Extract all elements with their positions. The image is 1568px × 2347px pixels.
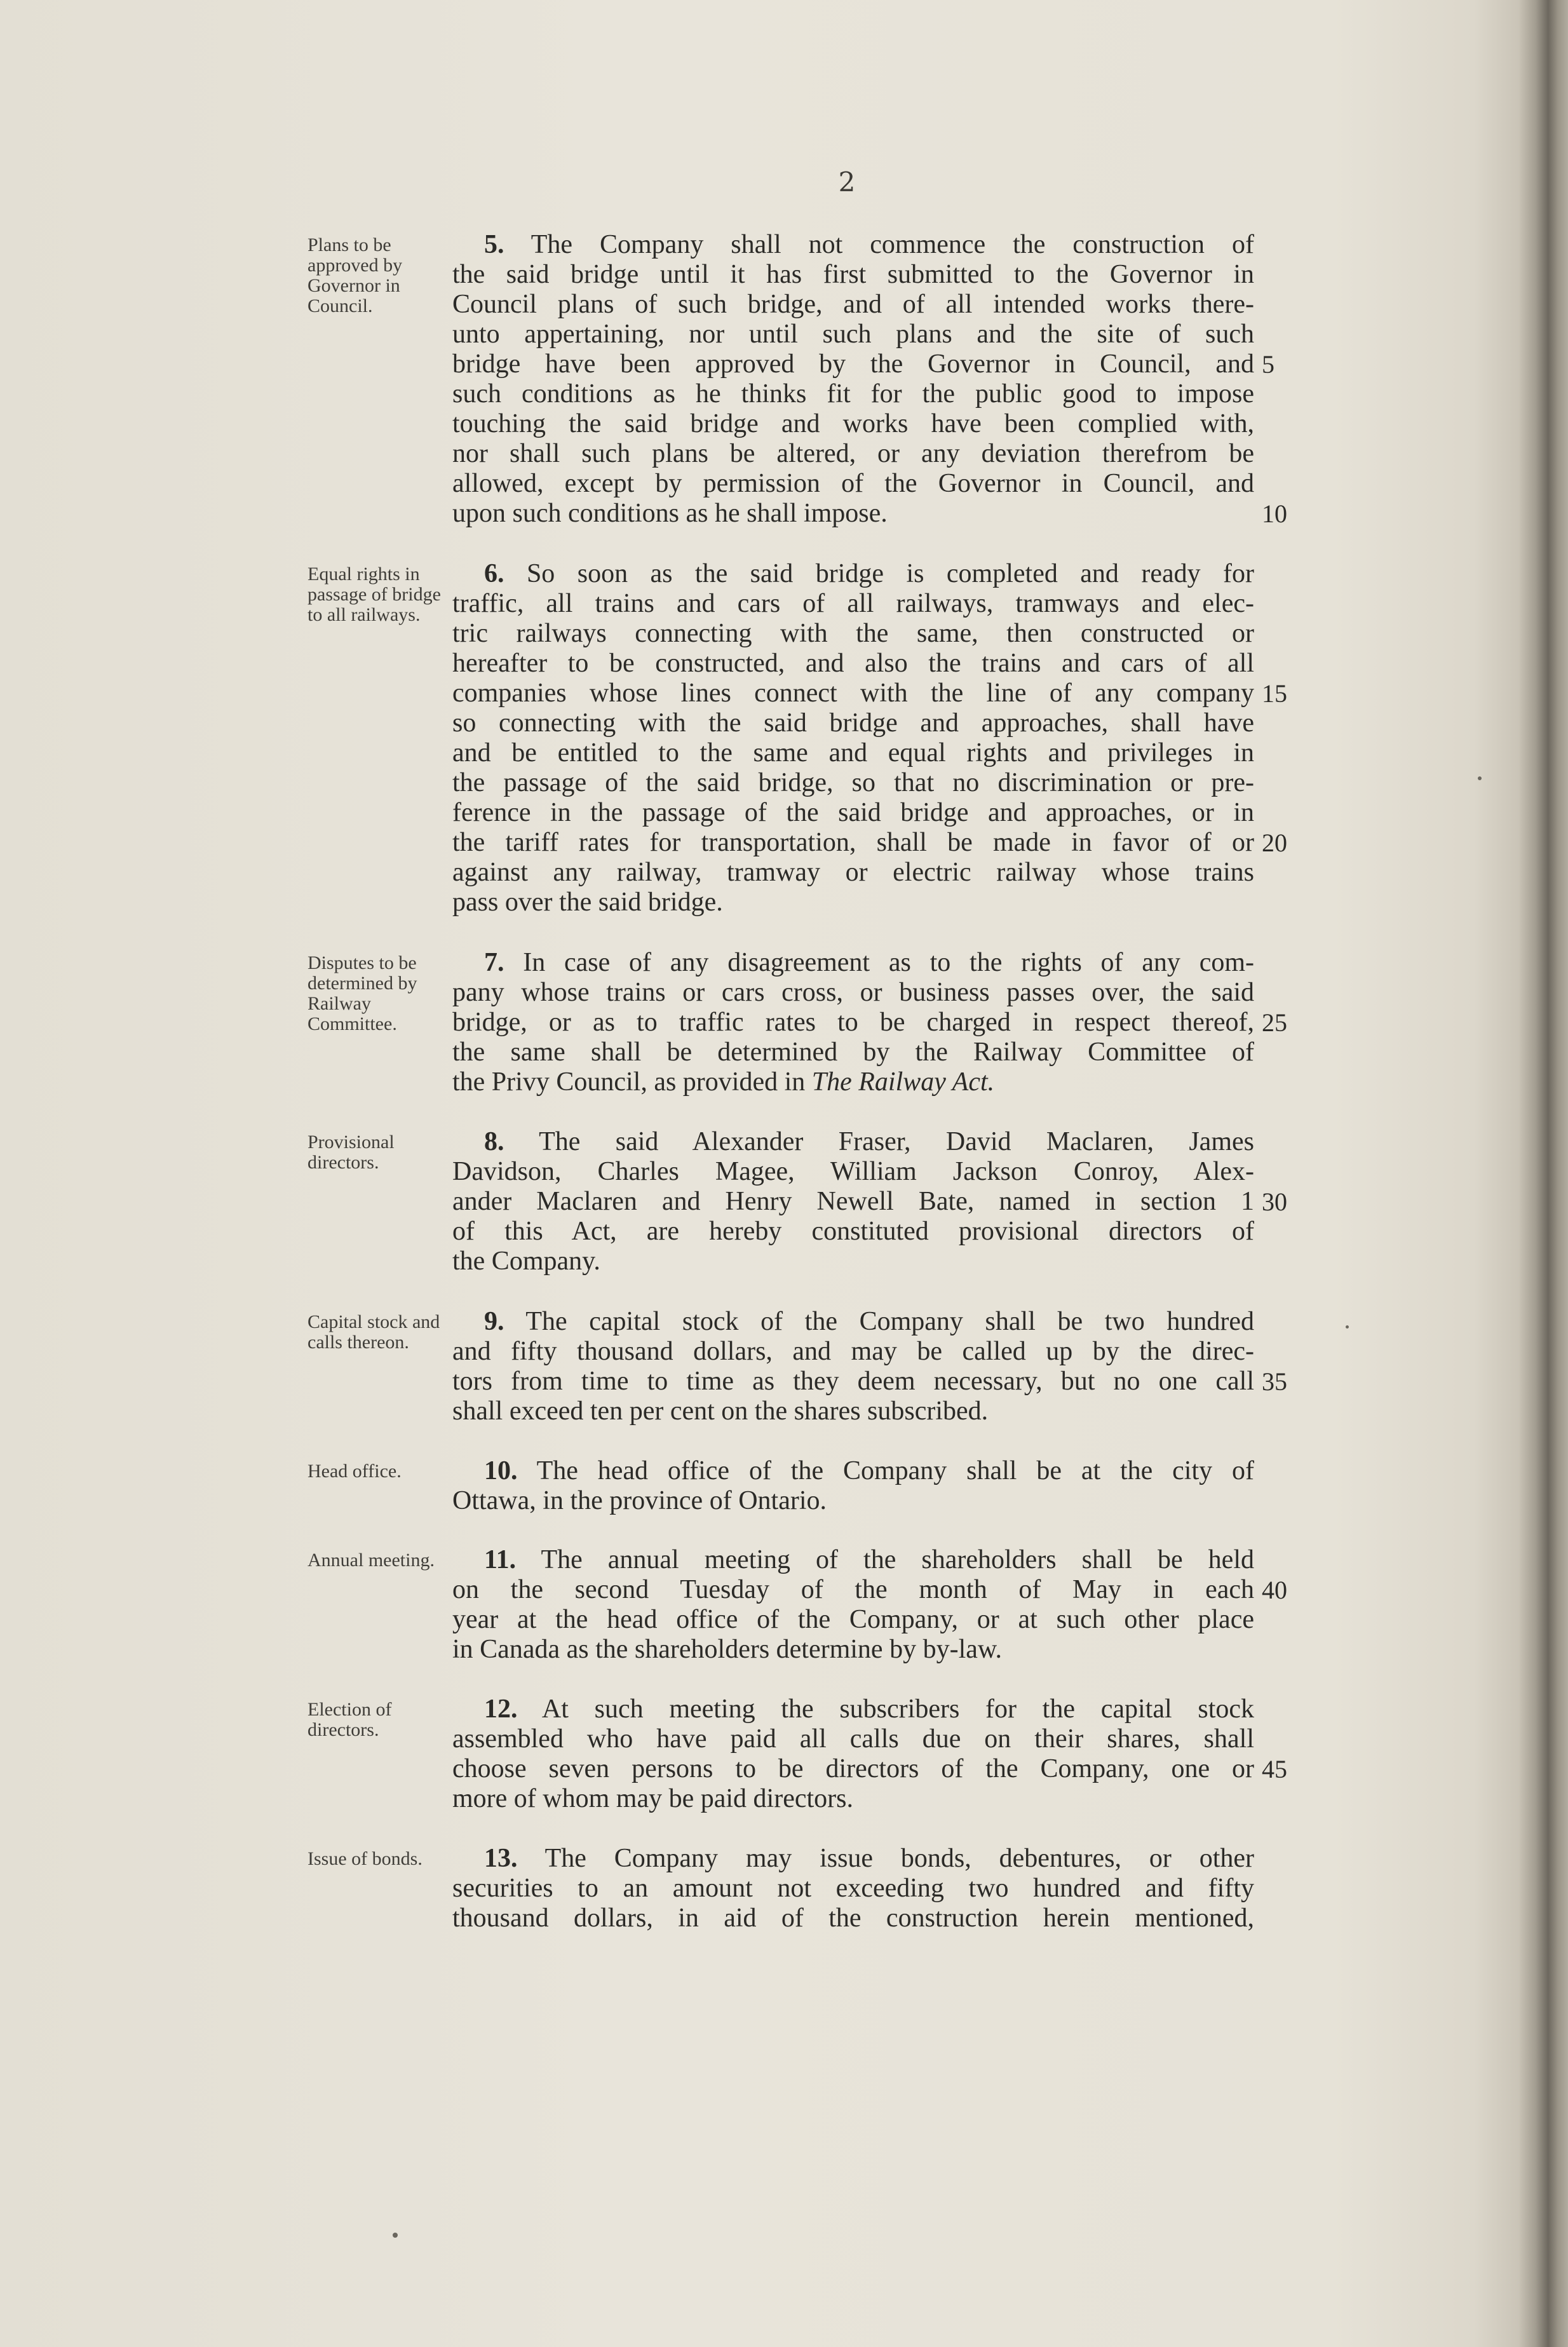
line-text: such conditions as he thinks fit for the public good to impose [452, 379, 1254, 409]
section-number: 12. [484, 1694, 518, 1724]
text-line [452, 1187, 1254, 1217]
line-text: hereafter to be constructed, and also the trains and cars of all [452, 649, 1254, 678]
line-text: ander Maclaren and Henry Newell Bate, named in section 1 [452, 1187, 1254, 1216]
text-line [484, 948, 1254, 978]
line-text: companies whose lines connect with the line of any company [452, 679, 1254, 708]
margin-line-number: 10 [1262, 499, 1287, 528]
text-line [452, 1724, 1254, 1754]
text-line [484, 1694, 1254, 1724]
line-text: choose seven persons to be directors of the Company, one or [452, 1754, 1254, 1783]
margin-line-number: 35 [1262, 1367, 1287, 1396]
line-text: The said Alexander Fraser, David Maclaren, James [539, 1127, 1254, 1156]
text-line [484, 559, 1254, 589]
line-text: of this Act, are hereby constituted provisional directors of [452, 1217, 1254, 1246]
line-text: nor shall such plans be altered, or any deviation therefrom be [452, 439, 1254, 468]
line-text: At such meeting the subscribers for the capital stock [541, 1694, 1255, 1724]
text-line [452, 1486, 1254, 1516]
line-text: bridge have been approved by the Governor in Council, and [452, 349, 1254, 379]
text-line [452, 828, 1254, 858]
margin-line-number: 25 [1262, 1008, 1287, 1037]
text-line [452, 1605, 1254, 1635]
text-line [452, 738, 1254, 768]
text-line [452, 679, 1254, 708]
line-text: and be entitled to the same and equal rights and privileges in [452, 738, 1254, 768]
line-text: touching the said bridge and works have been complied with, [452, 409, 1254, 438]
text-line [484, 1844, 1254, 1874]
text-line [452, 349, 1254, 379]
line-text: The capital stock of the Company shall be two hundred [525, 1307, 1254, 1336]
text-line [452, 1247, 1254, 1276]
text-line [452, 888, 1254, 917]
line-text: the tariff rates for transportation, shall be made in favor of or [452, 828, 1254, 857]
margin-line-number: 15 [1262, 679, 1287, 708]
line-text: against any railway, tramway or electric railway whose trains [452, 858, 1254, 887]
margin-line-number: 20 [1262, 829, 1287, 857]
line-text: in Canada as the shareholders determine by by-law. [452, 1635, 1002, 1664]
line-text: In case of any disagreement as to the rights of any com- [523, 948, 1254, 977]
line-text: so connecting with the said bridge and approaches, shall have [452, 708, 1254, 738]
margin-note: Issue of bonds. [308, 1848, 422, 1869]
text-line [452, 439, 1254, 469]
margin-line-number: 30 [1262, 1187, 1287, 1216]
text-line [452, 290, 1254, 320]
text-line [452, 379, 1254, 409]
line-text: the passage of the said bridge, so that no discrimination or pre- [452, 768, 1254, 797]
margin-note: Plans to be approved by Governor in Council. [308, 234, 403, 316]
section-number: 11. [484, 1545, 517, 1574]
text-line [452, 1904, 1254, 1933]
section-number: 10. [484, 1456, 518, 1485]
line-text: upon such conditions as he shall impose. [452, 499, 888, 528]
section-number: 13. [484, 1844, 518, 1873]
line-text: bridge, or as to traffic rates to be charged in respect thereof, [452, 1008, 1254, 1037]
text-line [452, 469, 1254, 499]
text-line [452, 768, 1254, 798]
margin-line-number: 45 [1262, 1755, 1287, 1783]
text-line [452, 1754, 1254, 1784]
text-line [452, 1157, 1254, 1187]
text-line [452, 619, 1254, 649]
text-line [452, 1635, 1254, 1665]
line-text: traffic, all trains and cars of all railways, tramways and elec- [452, 589, 1254, 618]
line-text: tric railways connecting with the same, then constructed or [452, 619, 1254, 648]
paper-speck [1478, 776, 1482, 780]
line-text: the same shall be determined by the Railway Committee of [452, 1038, 1254, 1067]
text-line [452, 589, 1254, 619]
section-number: 7. [484, 948, 504, 977]
margin-note: Equal rights in passage of bridge to all railways. [308, 564, 441, 625]
section-number: 9. [484, 1307, 504, 1336]
text-line [484, 1127, 1254, 1157]
text-line [452, 320, 1254, 349]
margin-note: Disputes to be determined by Railway Committee. [308, 952, 417, 1034]
line-text: ference in the passage of the said bridge and approaches, or in [452, 798, 1254, 827]
text-line [452, 1038, 1254, 1067]
line-text: Davidson, Charles Magee, William Jackson Conroy, Alex- [452, 1157, 1254, 1186]
line-text: allowed, except by permission of the Governor in Council, and [452, 469, 1254, 498]
text-line [452, 649, 1254, 679]
paper-speck [1346, 1325, 1349, 1329]
text-line [452, 260, 1254, 290]
margin-line-number: 5 [1262, 350, 1274, 379]
paper-speck [393, 2233, 398, 2238]
line-text: So soon as the said bridge is completed and ready for [526, 559, 1255, 588]
margin-note: Head office. [308, 1461, 402, 1482]
section-number: 8. [484, 1127, 504, 1156]
text-line [452, 499, 1254, 529]
margin-note: Election of directors. [308, 1699, 392, 1740]
line-text: pany whose trains or cars cross, or business passes over, the said [452, 978, 1254, 1007]
margin-line-number: 40 [1262, 1576, 1287, 1604]
section-number: 5. [484, 230, 504, 259]
line-text: the Company. [452, 1247, 600, 1276]
line-text: the said bridge until it has first submitted to the Governor in [452, 260, 1254, 289]
line-text: The Company may issue bonds, debentures, or other [544, 1844, 1254, 1873]
text-line [452, 1337, 1254, 1367]
text-line [484, 1307, 1254, 1337]
act-title: The Railway Act. [811, 1067, 995, 1097]
text-line [452, 1067, 1254, 1097]
line-text: pass over the said bridge. [452, 888, 723, 917]
line-text: securities to an amount not exceeding two hundred and fifty [452, 1874, 1254, 1903]
margin-note: Provisional directors. [308, 1132, 395, 1173]
margin-note: Capital stock and calls thereon. [308, 1311, 440, 1353]
text-line [452, 409, 1254, 439]
text-line [452, 1217, 1254, 1247]
text-line [484, 1456, 1254, 1486]
line-text: unto appertaining, nor until such plans and the site of such [452, 320, 1254, 349]
line-text: the Privy Council, as provided in [452, 1067, 812, 1097]
text-line [452, 978, 1254, 1008]
line-text: tors from time to time as they deem necessary, but no one call [452, 1367, 1254, 1396]
section-number: 6. [484, 559, 504, 588]
text-line [452, 798, 1254, 828]
line-text: Ottawa, in the province of Ontario. [452, 1486, 827, 1515]
text-line [452, 1874, 1254, 1904]
line-text: The annual meeting of the shareholders shall be held [541, 1545, 1254, 1574]
line-text: on the second Tuesday of the month of May in each [452, 1575, 1254, 1604]
text-line [452, 1008, 1254, 1038]
text-line [452, 858, 1254, 888]
text-line [452, 1367, 1254, 1397]
line-text: and fifty thousand dollars, and may be called up by the direc- [452, 1337, 1254, 1366]
line-text: assembled who have paid all calls due on their shares, shall [452, 1724, 1254, 1754]
text-line [452, 1784, 1254, 1814]
margin-note: Annual meeting. [308, 1550, 435, 1571]
line-text: more of whom may be paid directors. [452, 1784, 853, 1813]
line-text: year at the head office of the Company, or at such other place [452, 1605, 1254, 1634]
page-number: 2 [838, 166, 856, 198]
text-line [452, 708, 1254, 738]
text-line [484, 230, 1254, 260]
text-line [484, 1545, 1254, 1575]
text-line [452, 1575, 1254, 1605]
line-text: shall exceed ten per cent on the shares subscribed. [452, 1397, 989, 1426]
book-binding-shadow [1518, 0, 1568, 2347]
line-text: The head office of the Company shall be at the city of [536, 1456, 1254, 1485]
text-line [452, 1397, 1254, 1426]
line-text: The Company shall not commence the construction of [531, 230, 1254, 259]
line-text: Council plans of such bridge, and of all intended works there- [452, 290, 1254, 319]
line-text: thousand dollars, in aid of the construction herein mentioned, [452, 1904, 1254, 1933]
